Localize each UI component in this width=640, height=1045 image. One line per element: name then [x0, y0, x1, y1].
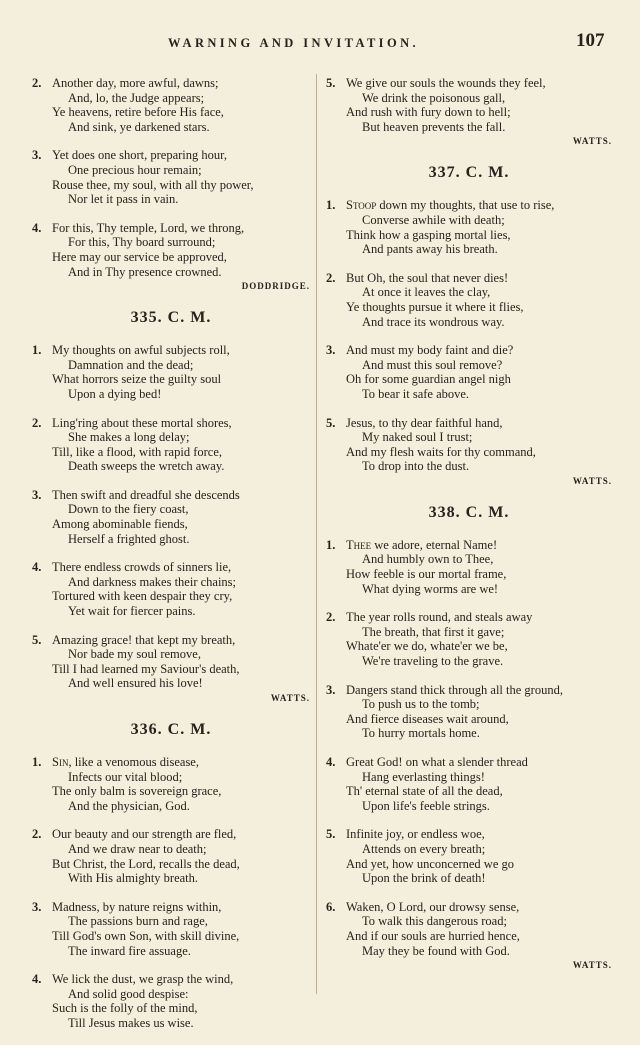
verse-line: And must this soul remove?	[362, 357, 503, 372]
verse-line: The only balm is sovereign grace,	[52, 784, 222, 799]
verse-line	[32, 560, 310, 575]
stanza-first-word: Stoop	[346, 198, 377, 213]
verse-line: Think how a gasping mortal lies,	[346, 227, 511, 242]
hymn-337-heading: 337. C. M.	[428, 164, 510, 182]
stanza	[32, 343, 310, 401]
stanza	[326, 900, 612, 958]
verse-line: And pants away his breath.	[362, 242, 498, 257]
verse-line: And rush with fury down to hell;	[346, 105, 511, 120]
verse-line: Ye heavens, retire before His face,	[52, 105, 224, 120]
right-column	[326, 76, 612, 976]
verse-line: What horrors seize the guilty soul	[52, 372, 222, 387]
verse-line: Hang everlasting things!	[362, 769, 485, 784]
verse-line: And, lo, the Judge appears;	[68, 90, 205, 105]
verse-line: And trace its wondrous way.	[362, 314, 505, 329]
page-number: 107	[576, 30, 605, 51]
stanza-number: 4.	[32, 560, 42, 575]
hymn-author: WATTS.	[572, 475, 612, 486]
hymn-author: WATTS.	[572, 136, 612, 147]
stanza-number: 1.	[326, 537, 336, 552]
stanza	[32, 755, 310, 813]
verse-line: And we draw near to death;	[68, 841, 207, 856]
stanza	[32, 827, 310, 885]
stanza-number: 3.	[326, 343, 336, 358]
stanza-number: 1.	[32, 343, 42, 358]
verse-line: And darkness makes their chains;	[68, 574, 237, 589]
hymn-author: DODDRIDGE.	[241, 281, 310, 292]
left-column	[32, 76, 310, 1045]
verse-line: Tortured with keen despair they cry,	[52, 589, 233, 604]
verse-line: Such is the folly of the mind,	[52, 1001, 198, 1016]
verse-line: To hurry mortals home.	[362, 726, 480, 741]
verse-line	[326, 827, 612, 842]
verse-line: Yet wait for fiercer pains.	[68, 604, 196, 619]
verse-text: Yet does one short, preparing hour,	[52, 148, 227, 163]
stanza	[32, 416, 310, 474]
verse-line: To drop into the dust.	[362, 459, 470, 474]
verse-line: Nor let it pass in vain.	[68, 192, 179, 207]
stanza-number: 1.	[32, 755, 42, 769]
verse-line: At once it leaves the clay,	[362, 285, 491, 300]
verse-line: Upon life's feeble strings.	[362, 798, 490, 813]
verse-text: Madness, by nature reigns within,	[52, 899, 222, 914]
verse-line	[32, 221, 310, 236]
verse-line: One precious hour remain;	[68, 162, 202, 177]
verse-line: Herself a frighted ghost.	[68, 531, 190, 546]
verse-line: Till God's own Son, with skill divine,	[52, 928, 240, 943]
verse-text: But Oh, the soul that never dies!	[346, 270, 509, 285]
stanza	[32, 76, 310, 134]
stanza-number: 5.	[32, 632, 42, 647]
verse-text: like a venomous disease,	[71, 755, 199, 769]
verse-line	[326, 755, 612, 770]
verse-line: Death sweeps the wretch away.	[68, 459, 225, 474]
verse-line	[326, 198, 612, 213]
verse-line: What dying worms are we!	[362, 581, 499, 596]
verse-line: Till, like a flood, with rapid force,	[52, 444, 222, 459]
verse-line: But heaven prevents the fall.	[362, 119, 506, 134]
page-header	[0, 30, 640, 58]
verse-line: The breath, that first it gave;	[362, 624, 505, 639]
verse-line: Nor bade my soul remove,	[68, 647, 201, 662]
verse-text: The year rolls round, and steals away	[346, 610, 533, 625]
hymn-336-heading: 336. C. M.	[130, 721, 212, 738]
verse-line	[32, 76, 310, 91]
verse-line	[326, 343, 612, 358]
verse-line: Ye thoughts pursue it where it flies,	[346, 299, 524, 314]
stanza	[32, 560, 310, 618]
verse-text: down my thoughts, that use to rise,	[376, 198, 555, 213]
verse-text: Jesus, to thy dear faithful hand,	[346, 415, 503, 430]
verse-text: Infinite joy, or endless woe,	[346, 827, 485, 842]
stanza-number: 1.	[326, 198, 336, 213]
verse-line	[32, 755, 310, 770]
stanza-number: 4.	[326, 755, 336, 769]
verse-line	[326, 76, 612, 91]
stanza	[326, 76, 612, 134]
verse-line: Till Jesus makes us wise.	[68, 1015, 194, 1030]
verse-line: To walk this dangerous road;	[362, 914, 507, 929]
stanza-first-word: Thee	[346, 537, 372, 552]
verse-line	[326, 683, 612, 698]
verse-line: The passions burn and rage,	[68, 914, 208, 929]
verse-text: And must my body faint and die?	[346, 343, 514, 358]
verse-line	[32, 416, 310, 431]
stanza-number: 5.	[326, 827, 336, 842]
verse-line	[32, 148, 310, 163]
verse-line: Infects our vital blood;	[68, 769, 183, 784]
verse-line: To push us to the tomb;	[362, 697, 480, 712]
column-divider	[316, 74, 317, 994]
stanza	[32, 221, 310, 279]
verse-text: Ling'ring about these mortal shores,	[52, 415, 232, 430]
verse-line: Th' eternal state of all the dead,	[346, 784, 503, 799]
verse-line: Upon a dying bed!	[68, 386, 162, 401]
verse-line: Down to the fiery coast,	[68, 502, 189, 517]
verse-line: And fierce diseases wait around,	[346, 711, 509, 726]
verse-line: Till I had learned my Saviour's death,	[52, 661, 240, 676]
verse-line: And yet, how unconcerned we go	[346, 856, 515, 871]
verse-text: We lick the dust, we grasp the wind,	[52, 972, 234, 987]
verse-line: Rouse thee, my soul, with all thy power,	[52, 177, 254, 192]
stanza-number: 3.	[32, 899, 42, 914]
verse-line: Upon the brink of death!	[362, 871, 486, 886]
verse-line	[32, 972, 310, 987]
stanza	[32, 488, 310, 546]
verse-line: Oh for some guardian angel nigh	[346, 372, 511, 387]
verse-line: We drink the poisonous gall,	[362, 90, 506, 105]
stanza	[326, 271, 612, 329]
stanza	[326, 827, 612, 885]
verse-line: And humbly own to Thee,	[362, 552, 494, 567]
verse-line: Damnation and the dead;	[68, 357, 194, 372]
verse-line	[326, 610, 612, 625]
verse-line	[32, 827, 310, 842]
verse-text: My thoughts on awful subjects roll,	[52, 343, 230, 358]
stanza-number: 2.	[32, 415, 42, 430]
verse-text: Great God! on what a slender thread	[346, 755, 528, 769]
verse-line	[32, 488, 310, 503]
verse-text: There endless crowds of sinners lie,	[52, 560, 232, 575]
verse-line: The inward fire assuage.	[68, 943, 191, 958]
stanza-number: 2.	[326, 610, 336, 625]
verse-line: Whate'er we do, whate'er we be,	[346, 639, 508, 654]
hymn-338-heading: 338. C. M.	[428, 503, 510, 521]
stanza	[326, 610, 612, 668]
verse-line	[326, 538, 612, 553]
verse-line: And my flesh waits for thy command,	[346, 444, 536, 459]
stanza-number: 2.	[32, 827, 42, 842]
running-title: WARNING AND INVITATION.	[168, 36, 420, 50]
verse-text: Another day, more awful, dawns;	[52, 76, 219, 90]
stanza	[326, 538, 612, 596]
verse-line	[32, 900, 310, 915]
verse-line: We're traveling to the grave.	[362, 654, 504, 669]
stanza-number: 2.	[326, 270, 336, 285]
verse-line: To bear it safe above.	[362, 386, 470, 401]
verse-line: With His almighty breath.	[68, 871, 199, 886]
stanza-number: 6.	[326, 899, 336, 914]
hymn-author: WATTS.	[270, 693, 310, 703]
verse-text: we adore, eternal Name!	[371, 537, 498, 552]
stanza-number: 3.	[326, 682, 336, 697]
verse-text: Amazing grace! that kept my breath,	[52, 632, 236, 647]
verse-line	[326, 271, 612, 286]
stanza	[326, 416, 612, 474]
verse-text: Then swift and dreadful she descends	[52, 487, 240, 502]
verse-line: And if our souls are hurried hence,	[346, 928, 520, 943]
verse-line	[32, 633, 310, 648]
verse-line: And in Thy presence crowned.	[68, 264, 222, 279]
stanza-first-word: Sin,	[52, 755, 72, 769]
stanza-number: 5.	[326, 415, 336, 430]
verse-line	[326, 416, 612, 431]
verse-line: Here may our service be approved,	[52, 249, 227, 264]
stanza	[32, 148, 310, 206]
stanza	[32, 900, 310, 958]
verse-text: We give our souls the wounds they feel,	[346, 76, 546, 90]
verse-line	[32, 343, 310, 358]
stanza-number: 4.	[32, 972, 42, 987]
verse-line: For this, Thy board surround;	[68, 235, 216, 250]
verse-line: How feeble is our mortal frame,	[346, 567, 507, 582]
verse-line: She makes a long delay;	[68, 430, 190, 445]
verse-text: Dangers stand thick through all the ground,	[346, 682, 563, 697]
verse-line: May they be found with God.	[362, 943, 510, 958]
verse-text: Waken, O Lord, our drowsy sense,	[346, 899, 520, 914]
verse-line: My naked soul I trust;	[362, 430, 473, 445]
verse-line	[326, 900, 612, 915]
stanza	[32, 972, 310, 1030]
verse-line: And the physician, God.	[68, 798, 190, 813]
verse-line: Converse awhile with death;	[362, 212, 505, 227]
verse-text: For this, Thy temple, Lord, we throng,	[52, 220, 245, 235]
hymn-335-heading: 335. C. M.	[130, 309, 212, 327]
verse-text: Our beauty and our strength are fled,	[52, 827, 237, 842]
verse-line: And sink, ye darkened stars.	[68, 119, 210, 134]
verse-line: And solid good despise:	[68, 986, 189, 1001]
stanza-number: 4.	[32, 220, 42, 235]
hymn-author: WATTS.	[572, 960, 612, 971]
stanza	[326, 683, 612, 741]
stanza	[32, 633, 310, 691]
verse-line: But Christ, the Lord, recalls the dead,	[52, 856, 240, 871]
stanza	[326, 755, 612, 813]
stanza-number: 5.	[326, 76, 336, 90]
stanza-number: 3.	[32, 148, 42, 163]
stanza-number: 3.	[32, 487, 42, 502]
verse-line: And well ensured his love!	[68, 676, 203, 691]
stanza	[326, 343, 612, 401]
stanza	[326, 198, 612, 256]
verse-line: Among abominable fiends,	[52, 517, 188, 532]
verse-line: Attends on every breath;	[362, 841, 486, 856]
stanza-number: 2.	[32, 76, 42, 90]
